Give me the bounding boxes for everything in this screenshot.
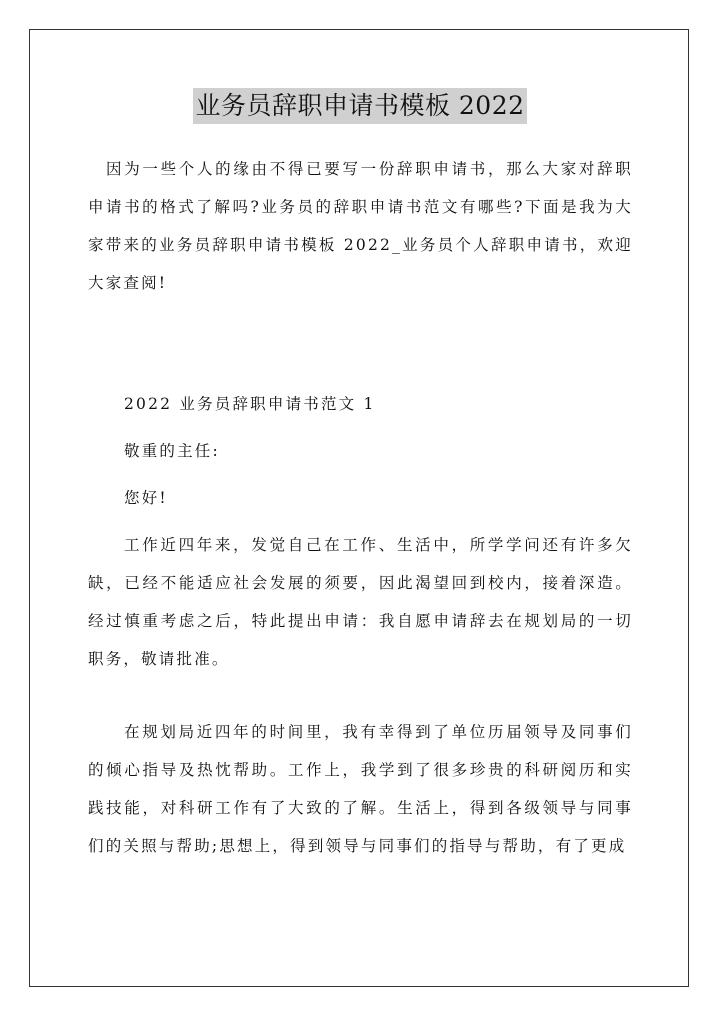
document-title: 业务员辞职申请书模板 2022 xyxy=(193,88,526,124)
intro-paragraph: 因为一些个人的缘由不得已要写一份辞职申请书，那么大家对辞职申请书的格式了解吗?业务员的辞职申请书范文有哪些?下面是我为大家带来的业务员辞职申请书模板 2022_业务员个人辞职申请书，欢迎大家查阅! xyxy=(88,160,633,292)
title-container xyxy=(0,88,720,124)
body-paragraph: 在规划局近四年的时间里，我有幸得到了单位历届领导及同事们的倾心指导及热忱帮助。工作上，我学到了很多珍贵的科研阅历和实践技能，对科研工作有了大致的了解。生活上，得到各级领导与同事们的关照与帮助;思想上，得到领导与同事们的指导与帮助，有了更成 xyxy=(88,723,633,855)
body-paragraph: 工作近四年来，发觉自己在工作、生活中，所学学问还有许多欠缺，已经不能适应社会发展的须要，因此渴望回到校内，接着深造。经过慎重考虑之后，特此提出申请：我自愿申请辞去在规划局的一切职务，敬请批准。 xyxy=(88,536,633,668)
greeting: 您好! xyxy=(124,489,168,507)
salutation: 敬重的主任: xyxy=(124,442,220,460)
section-heading: 2022 业务员辞职申请书范文 1 xyxy=(124,395,376,413)
